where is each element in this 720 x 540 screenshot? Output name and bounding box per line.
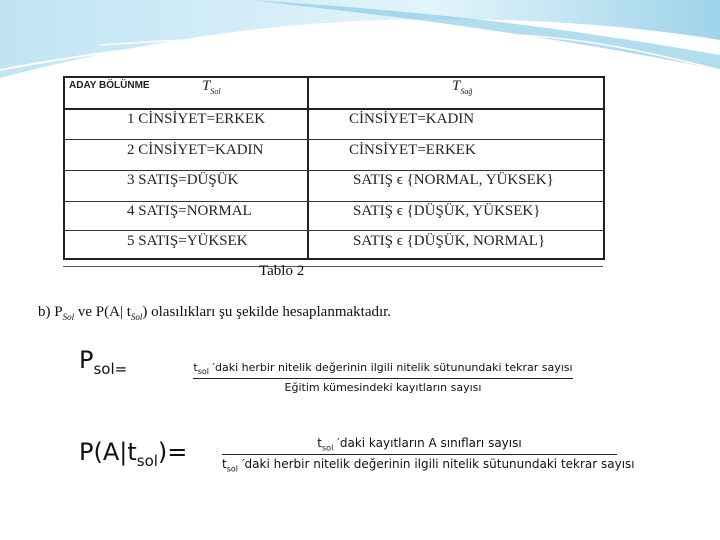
table-row-3-left: 3 SATIŞ=DÜŞÜK bbox=[127, 172, 239, 188]
formula2-lhs: $P(A|t_{sol})=$ bbox=[79, 438, 188, 470]
formula2-numerator: $t_{sol}$ ′daki kayıtların A sınıfları sayısı bbox=[317, 436, 522, 453]
table-row-4-left: 4 SATIŞ=NORMAL bbox=[127, 203, 252, 219]
table-row-3-right: SATIŞ ϵ {NORMAL, YÜKSEK} bbox=[353, 172, 554, 188]
table-row-2-left: 2 CİNSİYET=KADIN bbox=[127, 142, 264, 158]
formula1-lhs: $P_{sol=}$ bbox=[79, 346, 128, 378]
formula1-bar bbox=[193, 378, 573, 379]
description-paragraph: b) $P_{Sol}$ ve P(A| $t_{Sol}$) olasılıkları şu şekilde hesaplanmaktadır. bbox=[38, 304, 392, 322]
formula1-fraction bbox=[193, 361, 573, 394]
table-row-5-right: SATIŞ ϵ {DÜŞÜK, NORMAL} bbox=[353, 233, 546, 249]
formula2-bar bbox=[222, 454, 617, 455]
table-row-2-right: CİNSİYET=ERKEK bbox=[349, 142, 476, 158]
formula1-numerator: $t_{sol}$ ′daki herbir nitelik değerinin ilgili nitelik sütunundaki tekrar sayısı bbox=[193, 361, 573, 377]
col-tsol-header: $T_{Sol}$ bbox=[202, 78, 221, 96]
table-header-label: ADAY BÖLÜNME bbox=[69, 80, 150, 91]
table-caption: Tablo 2 bbox=[259, 263, 305, 279]
col-tsag-header: $T_{Sağ}$ bbox=[452, 78, 473, 96]
table-row-5-left: 5 SATIŞ=YÜKSEK bbox=[127, 233, 248, 249]
table-row-4-right: SATIŞ ϵ {DÜŞÜK, YÜKSEK} bbox=[353, 203, 541, 219]
table-row-1-left: 1 CİNSİYET=ERKEK bbox=[127, 111, 266, 127]
formula2-fraction bbox=[222, 436, 635, 474]
formula1-denominator: Eğitim kümesindeki kayıtların sayısı bbox=[284, 381, 482, 395]
formula2-denominator: $t_{sol}$ ′daki herbir nitelik değerinin ilgili nitelik sütunundaki tekrar sayısı bbox=[222, 457, 635, 474]
table-row-1-right: CİNSİYET=KADIN bbox=[349, 111, 475, 127]
